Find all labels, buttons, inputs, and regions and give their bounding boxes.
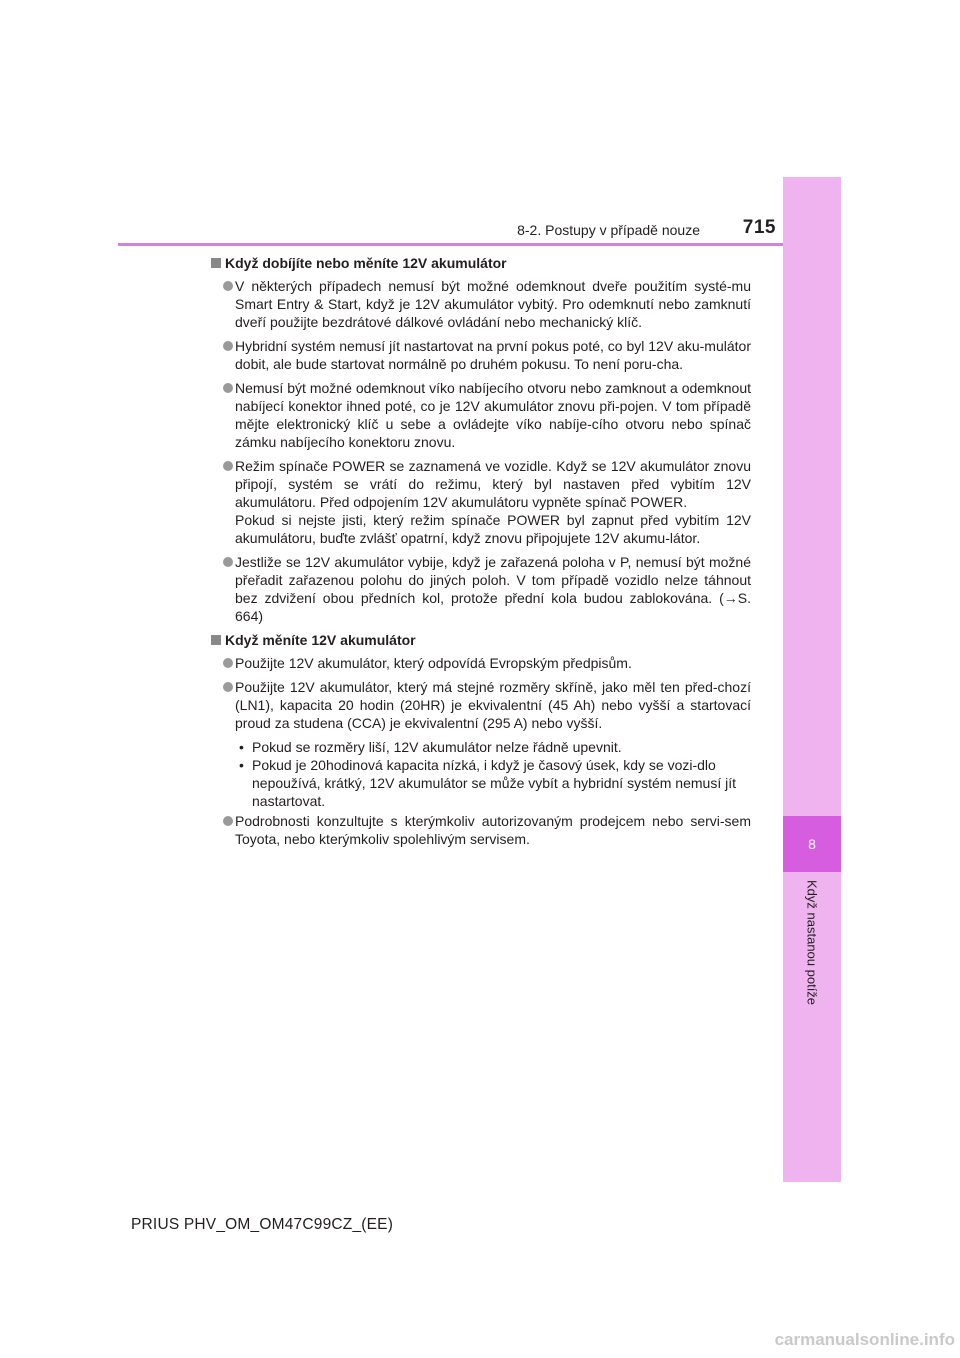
bullet-text: Nemusí být možné odemknout víko nabíjecího otvoru nebo zamknout a odemknout nabíjecí konektor ihned poté, co je 12V akumulátor znovu při-pojen. V tom případě mějte elektronický klíč u sebe a ovládejte víko nabíje-cího otvoru nebo spínač zámku nabíjecího konektoru znovu. bbox=[235, 380, 751, 450]
round-bullet-icon bbox=[223, 461, 233, 471]
dot-bullet-icon: • bbox=[239, 757, 244, 773]
bullet-item bbox=[211, 277, 751, 331]
section-heading: Když dobíjíte nebo měníte 12V akumulátor bbox=[211, 254, 751, 272]
document-code: PRIUS PHV_OM_OM47C99CZ_(EE) bbox=[131, 1216, 394, 1233]
bullet-text: V některých případech nemusí být možné odemknout dveře použitím systé-mu Smart Entry & Start, když je 12V akumulátor vybitý. Pro odemknutí nebo zamknutí dveří použijte bezdrátové dálkové ovládání nebo mechanický klíč. bbox=[235, 278, 751, 330]
round-bullet-icon bbox=[223, 557, 233, 567]
bullet-item bbox=[211, 553, 751, 625]
header-rule bbox=[118, 243, 783, 246]
square-bullet-icon bbox=[211, 635, 221, 645]
round-bullet-icon bbox=[223, 682, 233, 692]
bullet-item bbox=[211, 379, 751, 451]
bullet-item bbox=[211, 678, 751, 732]
watermark: carmanualsonline.info bbox=[774, 1330, 955, 1349]
page-content bbox=[211, 254, 751, 854]
square-bullet-icon bbox=[211, 258, 221, 268]
bullet-text: Použijte 12V akumulátor, který odpovídá Evropským předpisům. bbox=[235, 655, 632, 671]
sub-list-item: • Pokud je 20hodinová kapacita nízká, i když je časový úsek, kdy se vozi-dlo nepoužívá, krátký, 12V akumulátor se může vybít a hybridní systém nemusí jít nastartovat. bbox=[239, 757, 736, 809]
bullet-item bbox=[211, 457, 751, 547]
round-bullet-icon bbox=[223, 383, 233, 393]
section-heading: Když měníte 12V akumulátor bbox=[211, 631, 751, 649]
bullet-text: Jestliže se 12V akumulátor vybije, když je zařazená poloha v P, nemusí být možné přeřadit zařazenou polohu do jiných poloh. V tom případě vozidlo nelze táhnout bez zdvižení obou předních kol, protože přední kola budou zablokována. (→S. 664) bbox=[235, 554, 751, 624]
chapter-title-vertical bbox=[786, 880, 838, 1040]
round-bullet-icon bbox=[223, 816, 233, 826]
dot-bullet-icon: • bbox=[239, 739, 244, 755]
chapter-title: Když nastanou potíže bbox=[804, 880, 820, 1006]
header-section-title: 8-2. Postupy v případě nouze bbox=[517, 222, 700, 238]
bullet-text: Pokud si nejste jisti, který režim spínače POWER byl zapnut před vybitím 12V akumulátoru, buďte zvlášť opatrní, když znovu připojujete 12V akumu-látor. bbox=[235, 512, 751, 546]
bullet-text: Režim spínače POWER se zaznamená ve vozidle. Když se 12V akumulátor znovu připojí, systém se vrátí do režimu, který byl nastaven před vybitím 12V akumulátoru. Před odpojením 12V akumulátoru vypněte spínač POWER. bbox=[235, 458, 751, 510]
bullet-item bbox=[211, 812, 751, 848]
sub-list-item: • Pokud se rozměry liší, 12V akumulátor nelze řádně upevnit. bbox=[239, 739, 622, 755]
bullet-item bbox=[211, 337, 751, 373]
bullet-text: Použijte 12V akumulátor, který má stejné rozměry skříně, jako měl ten před-chozí (LN1), kapacita 20 hodin (20HR) je ekvivalentní (45 Ah) nebo vyšší a startovací proud za studena (CCA) je ekvivalentní (295 A) nebo vyšší. bbox=[235, 679, 751, 731]
bullet-item bbox=[211, 654, 751, 672]
round-bullet-icon bbox=[223, 281, 233, 291]
bullet-text: Podrobnosti konzultujte s kterýmkoliv autorizovaným prodejcem nebo servi-sem Toyota, nebo kterýmkoliv spolehlivým servisem. bbox=[235, 813, 751, 847]
chapter-number: 8 bbox=[808, 836, 816, 852]
round-bullet-icon bbox=[223, 341, 233, 351]
page-number: 715 bbox=[742, 217, 776, 238]
bullet-text: Hybridní systém nemusí jít nastartovat na první pokus poté, co byl 12V aku-mulátor dobit, ale bude startovat normálně po druhém pokusu. To není poru-cha. bbox=[235, 338, 751, 372]
sub-list bbox=[211, 738, 751, 810]
round-bullet-icon bbox=[223, 658, 233, 668]
chapter-number-tab bbox=[783, 816, 841, 872]
